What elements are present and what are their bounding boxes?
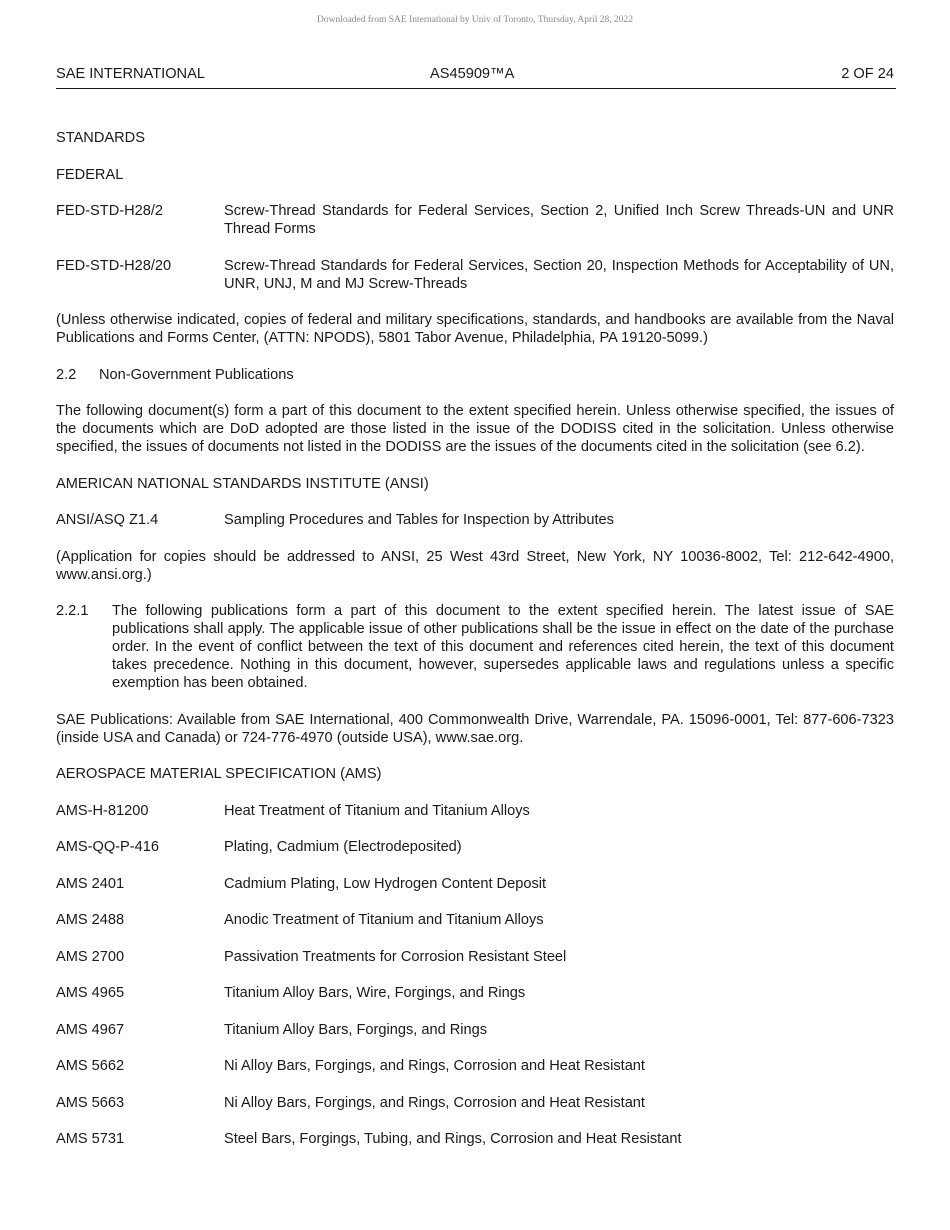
reference-code: AMS 2700 xyxy=(56,948,125,965)
federal-heading: FEDERAL xyxy=(56,166,124,183)
sae-availability-note: SAE Publications: Available from SAE International, 400 Commonwealth Drive, Warrendale, PA. 15096-0001, Tel: 877-606-7323 (inside USA and Canada) or 724-776-4970 (outside USA), www.sae.org. xyxy=(56,711,894,746)
reference-title: Cadmium Plating, Low Hydrogen Content Deposit xyxy=(224,875,547,892)
reference-title: Titanium Alloy Bars, Wire, Forgings, and Rings xyxy=(224,985,526,1001)
ansi-heading: AMERICAN NATIONAL STANDARDS INSTITUTE (ANSI) xyxy=(56,475,429,492)
reference-row xyxy=(56,838,894,856)
reference-title: Titanium Alloy Bars, Forgings, and Rings xyxy=(224,1021,488,1038)
page-header xyxy=(56,66,896,89)
reference-title: Screw-Thread Standards for Federal Services, Section 2, Unified Inch Screw Threads-UN and UNR Thread Forms xyxy=(224,203,894,237)
reference-row xyxy=(56,984,894,1002)
section-number: 2.2 xyxy=(56,366,77,383)
document-body xyxy=(56,129,894,1167)
federal-availability-note: (Unless otherwise indicated, copies of federal and military specifications, standards, and handbooks are available from the Naval Publications and Forms Center, (ATTN: NPODS), 5801 Tabor Avenue, Philadelphia, PA 19120-5099.) xyxy=(56,312,894,346)
reference-code: AMS-QQ-P-416 xyxy=(56,839,159,855)
reference-row xyxy=(56,511,894,529)
reference-title: Ni Alloy Bars, Forgings, and Rings, Corrosion and Heat Resistant xyxy=(224,1058,645,1074)
reference-title: Screw-Thread Standards for Federal Services, Section 20, Inspection Methods for Acceptability of UN, UNR, UNJ, M and MJ Screw-Threads xyxy=(224,257,894,292)
section-text: The following publications form a part of this document to the extent specified herein. The latest issue of SAE publications shall apply. The applicable issue of other publications shall be the issue in effect on the date of the purchase order. In the event of conflict between the text of this document and references cited herein, the text of this document takes precedence. Nothing in this document, however, supersedes applicable laws and regulations unless a specific exemption has been obtained. xyxy=(112,603,894,691)
reference-row xyxy=(56,202,894,238)
reference-code: FED-STD-H28/2 xyxy=(56,203,164,219)
section-number: 2.2.1 xyxy=(56,603,89,619)
reference-title: Ni Alloy Bars, Forgings, and Rings, Corrosion and Heat Resistant xyxy=(224,1094,645,1111)
reference-row xyxy=(56,948,894,966)
reference-title: Heat Treatment of Titanium and Titanium Alloys xyxy=(224,802,530,819)
reference-code: FED-STD-H28/20 xyxy=(56,257,172,274)
download-watermark: Downloaded from SAE International by Univ of Toronto, Thursday, April 28, 2022 xyxy=(316,15,634,25)
reference-row xyxy=(56,911,894,929)
reference-row xyxy=(56,1021,894,1039)
reference-row xyxy=(56,875,894,893)
header-org: SAE INTERNATIONAL xyxy=(56,66,205,82)
reference-code: ANSI/ASQ Z1.4 xyxy=(56,512,159,528)
reference-row xyxy=(56,1130,894,1148)
reference-code: AMS 5662 xyxy=(56,1058,125,1074)
reference-code: AMS 4965 xyxy=(56,985,125,1001)
reference-title: Passivation Treatments for Corrosion Resistant Steel xyxy=(224,948,567,965)
reference-code: AMS 2401 xyxy=(56,875,125,892)
reference-code: AMS 5731 xyxy=(56,1131,125,1147)
section-title: Non-Government Publications xyxy=(99,366,294,383)
reference-row xyxy=(56,1057,894,1075)
header-page-number: 2 OF 24 xyxy=(841,66,894,82)
section-2-2-paragraph: The following document(s) form a part of this document to the extent specified herein. Unless otherwise specified, the issues of the documents which are DoD adopted are those listed in the issue of the DODISS cited in the solicitation. Unless otherwise specified, the issues of documents not listed in the DODISS are the issues of the documents cited in the solicitation (see 6.2). xyxy=(56,403,894,455)
reference-row xyxy=(56,802,894,820)
reference-title: Plating, Cadmium (Electrodeposited) xyxy=(224,839,462,855)
reference-code: AMS 4967 xyxy=(56,1021,125,1038)
section-2-2-1 xyxy=(56,602,894,692)
reference-code: AMS 2488 xyxy=(56,912,125,928)
ansi-availability-note: (Application for copies should be addressed to ANSI, 25 West 43rd Street, New York, NY 10036-8002, Tel: 212-642-4900, www.ansi.org.) xyxy=(56,548,894,583)
reference-code: AMS-H-81200 xyxy=(56,802,149,819)
reference-row xyxy=(56,257,894,293)
reference-row xyxy=(56,1094,894,1112)
standards-heading: STANDARDS xyxy=(56,130,145,146)
section-2-2-heading xyxy=(56,366,894,384)
reference-code: AMS 5663 xyxy=(56,1094,125,1111)
ams-heading: AEROSPACE MATERIAL SPECIFICATION (AMS) xyxy=(56,766,382,782)
reference-title: Anodic Treatment of Titanium and Titanium Alloys xyxy=(224,912,544,928)
header-doc-id: AS45909™A xyxy=(430,66,515,82)
reference-title: Steel Bars, Forgings, Tubing, and Rings, Corrosion and Heat Resistant xyxy=(224,1131,682,1147)
reference-title: Sampling Procedures and Tables for Inspection by Attributes xyxy=(224,512,614,528)
